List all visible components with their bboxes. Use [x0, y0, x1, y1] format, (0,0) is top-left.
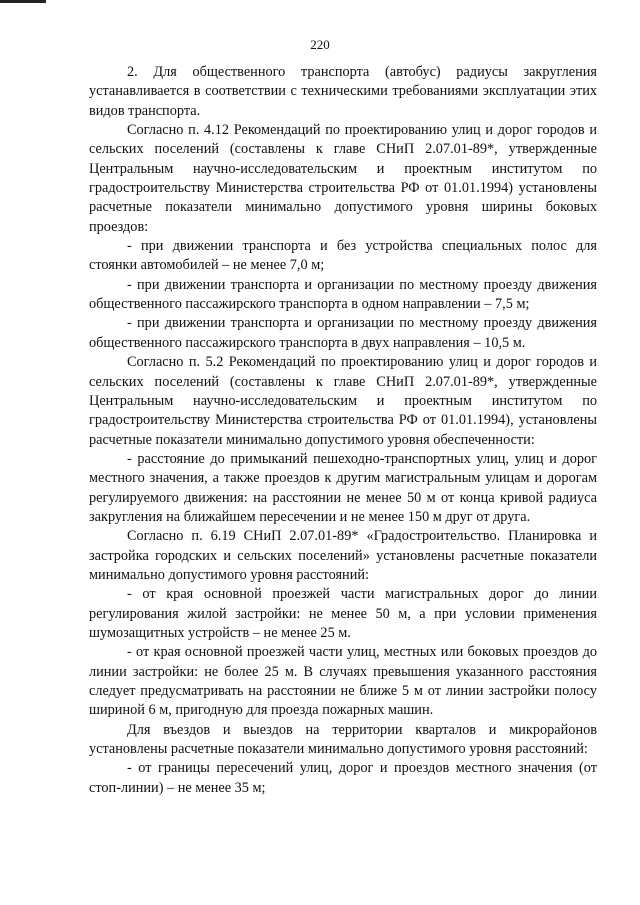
list-item: - от края основной проезжей части улиц, местных или боковых проездов до линии застройки: не более 25 м. В случаях превышения указанного расстояния следует предусматривать на расстоянии не ближе 5 м от линии застройки полосу шириной 6 м, пригодную для проезда пожарных машин. [89, 644, 597, 719]
paragraph: Согласно п. 4.12 Рекомендаций по проектированию улиц и дорог городов и сельских поселений (составлены к главе СНиП 2.07.01-89*, утвержденные Центральным научно-исследовательским и проектным институтом по градостроительству Министерства строительства РФ от 01.01.1994) установлены расчетные показатели минимально допустимого уровня ширины боковых проездов: [89, 122, 597, 235]
paragraph: Для въездов и выездов на территории кварталов и микрорайонов установлены расчетные показатели минимально допустимого уровня расстояний: [89, 721, 597, 758]
paragraph: Согласно п. 6.19 СНиП 2.07.01-89* «Градостроительство. Планировка и застройка городских и сельских поселений» установлены расчетные показатели минимально допустимого уровня расстояний: [89, 528, 597, 583]
list-item: - при движении транспорта и организации по местному проезду движения общественного пассажирского транспорта в двух направления – 10,5 м. [89, 315, 597, 351]
page-number: 220 [310, 37, 330, 52]
list-item: - при движении транспорта и без устройства специальных полос для стоянки автомобилей – не менее 7,0 м; [89, 238, 597, 274]
scan-edge-mark [0, 0, 46, 3]
document-body [89, 63, 597, 798]
list-item: - расстояние до примыканий пешеходно-транспортных улиц, улиц и дорог местного значения, а также проездов к другим магистральным улицам и дорогам регулируемого движения: на расстоянии не менее 50 м от конца кривой радиуса закругления на ближайшем пересечении и не менее 150 м друг от друга. [89, 450, 597, 525]
list-item: - от края основной проезжей части магистральных дорог до линии регулирования жилой застройки: не менее 50 м, а при условии применения шумозащитных устройств – не менее 25 м. [89, 586, 597, 641]
list-item: - при движении транспорта и организации по местному проезду движения общественного пассажирского транспорта в одном направлении – 7,5 м; [89, 276, 597, 313]
paragraph: Согласно п. 5.2 Рекомендаций по проектированию улиц и дорог городов и сельских поселений (составлены к главе СНиП 2.07.01-89*, утвержденные Центральным научно-исследовательским и проектным институтом по градостроительству Министерства строительства РФ от 01.01.1994), установлены расчетные показатели минимально допустимого уровня обеспеченности: [89, 354, 597, 448]
list-item: - от границы пересечений улиц, дорог и проездов местного значения (от стоп-линии) – не менее 35 м; [89, 760, 597, 796]
paragraph: 2. Для общественного транспорта (автобус) радиусы закругления устанавливается в соответствии с техническими требованиями эксплуатации этих видов транспорта. [89, 64, 597, 119]
